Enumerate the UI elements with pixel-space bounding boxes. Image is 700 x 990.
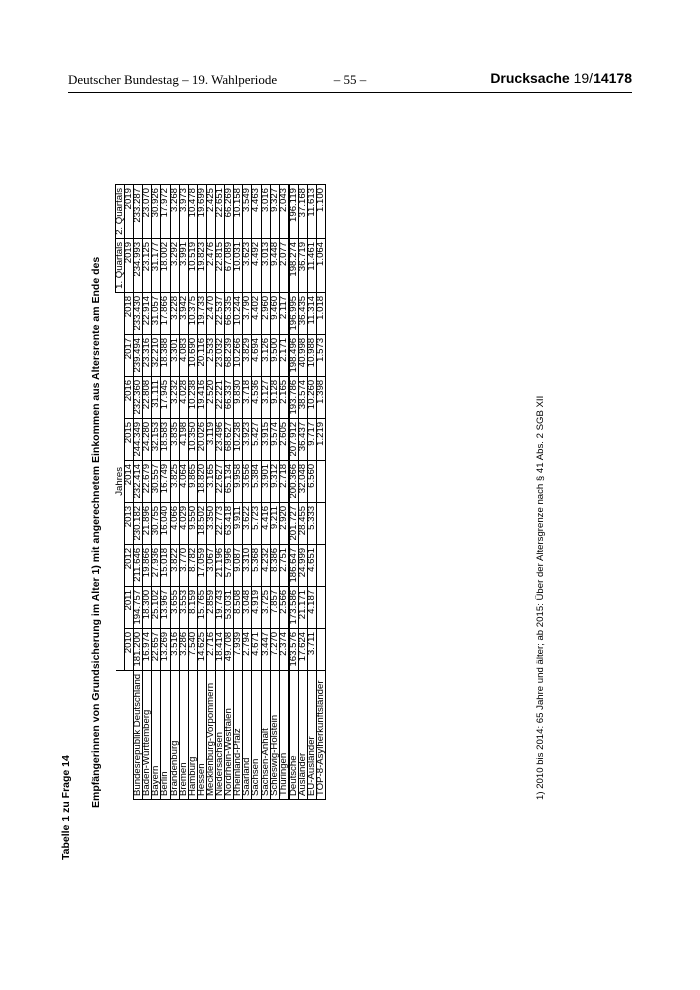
value-cell: 2.751: [279, 544, 289, 586]
year-header-cell: 2019: [125, 238, 134, 292]
value-cell: 19.743: [216, 586, 225, 628]
value-cell: 5.723: [252, 502, 261, 544]
table-caption: Tabelle 1 zu Frage 14: [60, 755, 72, 860]
value-cell: 30.926: [152, 184, 161, 238]
value-cell: 30.755: [152, 502, 161, 544]
value-cell: 8.159: [188, 586, 197, 628]
value-cell: 3.790: [243, 292, 252, 334]
value-cell: 9.550: [188, 502, 197, 544]
row-label: Nordrhein-Westfalen: [225, 670, 234, 799]
value-cell: 4.187: [307, 586, 316, 628]
value-cell: 9.211: [270, 502, 279, 544]
year-header-cell: 2019: [125, 184, 134, 238]
value-cell: 3.286: [179, 628, 188, 670]
value-cell: 10.260: [307, 376, 316, 418]
value-cell: 20.026: [197, 418, 206, 460]
value-cell: 31.111: [152, 376, 161, 418]
value-cell: 3.553: [179, 586, 188, 628]
value-cell: 22.657: [152, 628, 161, 670]
value-cell: 10.350: [188, 418, 197, 460]
value-cell: 3.901: [261, 460, 270, 502]
row-label: Thüringen: [279, 670, 289, 799]
value-cell: 2.171: [279, 334, 289, 376]
value-cell: 9.327: [270, 184, 279, 238]
value-cell: 27.936: [152, 544, 161, 586]
value-cell: 8.782: [188, 544, 197, 586]
year-header-cell: 2016: [125, 376, 134, 418]
value-cell: 17.945: [161, 376, 170, 418]
value-cell: 233.287: [134, 184, 143, 238]
value-cell: 2.117: [279, 292, 289, 334]
value-cell: 4.694: [252, 334, 261, 376]
value-cell: 3.048: [243, 586, 252, 628]
publisher-label: Deutscher Bundestag – 19. Wahlperiode: [68, 72, 278, 87]
row-label: Rheinland-Pfalz: [234, 670, 243, 799]
value-cell: 7.540: [188, 628, 197, 670]
value-cell: 2.043: [279, 184, 289, 238]
value-cell: 16.749: [161, 460, 170, 502]
value-cell: 9.830: [234, 376, 243, 418]
value-cell: 200.366: [289, 460, 299, 502]
value-cell: 14.625: [197, 628, 206, 670]
row-label: Sachsen: [252, 670, 261, 799]
value-cell: 3.656: [243, 460, 252, 502]
value-cell: 10.031: [234, 238, 243, 292]
value-cell: 2.920: [279, 502, 289, 544]
value-cell: 3.711: [307, 628, 316, 670]
value-cell: 4.232: [261, 544, 270, 586]
value-cell: 2.794: [243, 628, 252, 670]
value-cell: 10.238: [234, 418, 243, 460]
value-cell: 9.460: [270, 292, 279, 334]
row-label: Mecklenburg-Vorpommern: [206, 670, 215, 799]
value-cell: 4.083: [179, 334, 188, 376]
value-cell: 230.182: [134, 502, 143, 544]
value-cell: 21.196: [216, 544, 225, 586]
row-label: Bundesrepublik Deutschland: [134, 670, 143, 799]
value-cell: 66.269: [225, 184, 234, 238]
value-cell: 198.496: [289, 334, 299, 376]
value-cell: 63.418: [225, 502, 234, 544]
header-q2: 2. Quartals: [116, 184, 125, 238]
value-cell: 3.991: [179, 238, 188, 292]
value-cell: 19.699: [197, 184, 206, 238]
value-cell: 1.018: [317, 292, 326, 334]
value-cell: 2.476: [206, 238, 215, 292]
value-cell: 36.437: [298, 418, 307, 460]
row-label: EU-Ausländer: [307, 670, 316, 799]
value-cell: 3.127: [261, 376, 270, 418]
value-cell: 2.165: [279, 376, 289, 418]
value-cell: 9.448: [270, 238, 279, 292]
value-cell: 1.100: [317, 184, 326, 238]
table-row: [161, 184, 170, 799]
value-cell: 3.915: [261, 418, 270, 460]
value-cell: 3.228: [170, 292, 179, 334]
row-label: Ausländer: [298, 670, 307, 799]
value-cell: 10.519: [188, 238, 197, 292]
value-cell: 3.770: [179, 544, 188, 586]
row-label: Sachsen-Anhalt: [261, 670, 270, 799]
year-header-cell: 2015: [125, 418, 134, 460]
value-cell: 3.232: [170, 376, 179, 418]
value-cell: 19.866: [143, 544, 152, 586]
table-row: [170, 184, 179, 799]
header-q1: 1. Quartals: [116, 238, 125, 292]
value-cell: 4.402: [252, 292, 261, 334]
value-cell: 4.064: [179, 460, 188, 502]
value-cell: 19.823: [197, 238, 206, 292]
value-cell: 18.583: [161, 418, 170, 460]
value-cell: 3.013: [261, 238, 270, 292]
value-cell: 15.765: [197, 586, 206, 628]
value-cell: 4.651: [307, 544, 316, 586]
value-cell: 173.586: [289, 586, 299, 628]
table-row: [225, 184, 234, 799]
value-cell: 4.463: [252, 184, 261, 238]
value-cell: 2.718: [279, 460, 289, 502]
table-row: [298, 184, 307, 799]
value-cell: 232.414: [134, 460, 143, 502]
value-cell: 24.280: [143, 418, 152, 460]
value-cell: 4.536: [252, 376, 261, 418]
value-cell: 239.494: [134, 334, 143, 376]
value-cell: 67.089: [225, 238, 234, 292]
value-cell: 10.158: [234, 184, 243, 238]
value-cell: 2.533: [206, 334, 215, 376]
value-cell: 22.773: [216, 502, 225, 544]
value-cell: 3.119: [206, 418, 215, 460]
value-cell: 232.360: [134, 376, 143, 418]
value-cell: 2.374: [279, 628, 289, 670]
year-header-cell: 2010: [125, 628, 134, 670]
value-cell: 2.425: [206, 184, 215, 238]
year-header-cell: 2013: [125, 502, 134, 544]
value-cell: 2.077: [279, 238, 289, 292]
value-cell: 22.815: [216, 238, 225, 292]
value-cell: 201.727: [289, 502, 299, 544]
value-cell: 10.266: [234, 334, 243, 376]
row-label: Bremen: [179, 670, 188, 799]
value-cell: 3.310: [243, 544, 252, 586]
value-cell: 1.573: [317, 334, 326, 376]
value-cell: 3.973: [179, 184, 188, 238]
data-table: [115, 184, 326, 800]
value-cell: 3.622: [243, 502, 252, 544]
value-cell: 66.337: [225, 376, 234, 418]
value-cell: 5.427: [252, 418, 261, 460]
drucksache-number: 14178: [593, 70, 632, 86]
value-cell: 23.496: [216, 418, 225, 460]
value-cell: 19.416: [197, 376, 206, 418]
row-label: Saarland: [243, 670, 252, 799]
value-cell: 186.647: [289, 544, 299, 586]
value-cell: 2.470: [206, 292, 215, 334]
value-cell: 25.102: [152, 586, 161, 628]
value-cell: 2.520: [206, 376, 215, 418]
value-cell: 9.087: [234, 544, 243, 586]
value-cell: 3.301: [170, 334, 179, 376]
value-cell: 198.274: [289, 238, 299, 292]
value-cell: 3.829: [243, 334, 252, 376]
value-cell: [317, 460, 326, 502]
value-cell: 7.857: [270, 586, 279, 628]
value-cell: 3.016: [261, 184, 270, 238]
value-cell: 16.974: [143, 628, 152, 670]
value-cell: 17.624: [298, 628, 307, 670]
row-label: Bayern: [152, 670, 161, 799]
value-cell: 18.502: [197, 502, 206, 544]
value-cell: 18.300: [143, 586, 152, 628]
value-cell: 4.919: [252, 586, 261, 628]
value-cell: 194.757: [134, 586, 143, 628]
value-cell: 4.671: [252, 628, 261, 670]
value-cell: 37.168: [298, 184, 307, 238]
value-cell: 22.651: [216, 184, 225, 238]
value-cell: 1.398: [317, 376, 326, 418]
corner-cell: [116, 670, 125, 799]
row-label: Brandenburg: [170, 670, 179, 799]
value-cell: 3.292: [170, 238, 179, 292]
value-cell: 10.988: [307, 334, 316, 376]
value-cell: 193.786: [289, 376, 299, 418]
value-cell: 22.679: [143, 460, 152, 502]
row-label: Schleswig-Holstein: [270, 670, 279, 799]
value-cell: 3.067: [206, 544, 215, 586]
value-cell: 24.999: [298, 544, 307, 586]
value-cell: 196.995: [289, 292, 299, 334]
table-title: Empfängerinnen von Grundsicherung im Alter 1) mit angerechnetem Einkommen aus Altersrente am Ende des: [90, 256, 102, 808]
value-cell: 18.002: [161, 238, 170, 292]
value-cell: 2.859: [206, 586, 215, 628]
value-cell: 196.119: [289, 184, 299, 238]
value-cell: 38.574: [298, 376, 307, 418]
value-cell: 3.822: [170, 544, 179, 586]
value-cell: 3.825: [170, 460, 179, 502]
table-row: [261, 184, 270, 799]
value-cell: 9.717: [307, 418, 316, 460]
value-cell: 40.998: [298, 334, 307, 376]
value-cell: 9.865: [188, 460, 197, 502]
value-cell: 5.368: [252, 544, 261, 586]
value-cell: 3.165: [206, 460, 215, 502]
value-cell: 3.516: [170, 628, 179, 670]
value-cell: [317, 502, 326, 544]
value-cell: 5.384: [252, 460, 261, 502]
value-cell: 65.134: [225, 460, 234, 502]
value-cell: 2.605: [279, 418, 289, 460]
value-cell: 20.116: [197, 334, 206, 376]
value-cell: 9.128: [270, 376, 279, 418]
value-cell: 15.018: [161, 544, 170, 586]
value-cell: 3.942: [179, 292, 188, 334]
value-cell: 211.646: [134, 544, 143, 586]
value-cell: 68.627: [225, 418, 234, 460]
value-cell: 32.153: [152, 418, 161, 460]
table-row: [179, 184, 188, 799]
value-cell: 4.492: [252, 238, 261, 292]
value-cell: 18.820: [197, 460, 206, 502]
value-cell: 3.350: [206, 502, 215, 544]
value-cell: 3.447: [261, 628, 270, 670]
table-row: [270, 184, 279, 799]
row-label: Deutsche: [289, 670, 299, 799]
value-cell: 22.627: [216, 460, 225, 502]
value-cell: 17.972: [161, 184, 170, 238]
row-label: Hessen: [197, 670, 206, 799]
value-cell: 3.835: [170, 418, 179, 460]
value-cell: 163.576: [289, 628, 299, 670]
table-row: [234, 184, 243, 799]
value-cell: 4.066: [170, 502, 179, 544]
value-cell: 233.430: [134, 292, 143, 334]
value-cell: 23.032: [216, 334, 225, 376]
table-body: [134, 184, 326, 799]
value-cell: 4.029: [179, 502, 188, 544]
year-header-cell: 2018: [125, 292, 134, 334]
value-cell: 7.939: [234, 628, 243, 670]
value-cell: 3.126: [261, 334, 270, 376]
value-cell: 68.239: [225, 334, 234, 376]
year-header-cell: 2012: [125, 544, 134, 586]
page-header: [68, 70, 632, 92]
value-cell: [317, 544, 326, 586]
value-cell: 31.177: [152, 238, 161, 292]
year-header-cell: 2011: [125, 586, 134, 628]
value-cell: 18.414: [216, 628, 225, 670]
value-cell: 1.219: [317, 418, 326, 460]
value-cell: 11.461: [307, 238, 316, 292]
value-cell: 3.268: [170, 184, 179, 238]
value-cell: 13.967: [161, 586, 170, 628]
value-cell: 1.064: [317, 238, 326, 292]
value-cell: 10.478: [188, 184, 197, 238]
year-header-cell: 2017: [125, 334, 134, 376]
value-cell: 3.718: [243, 376, 252, 418]
drucksache-prefix: 19/: [573, 70, 594, 86]
value-cell: 23.125: [143, 238, 152, 292]
value-cell: 22.914: [143, 292, 152, 334]
value-cell: 18.388: [161, 334, 170, 376]
table-row: [243, 184, 252, 799]
value-cell: 8.508: [234, 586, 243, 628]
value-cell: 11.314: [307, 292, 316, 334]
value-cell: 234.993: [134, 238, 143, 292]
value-cell: 10.244: [234, 292, 243, 334]
page-number: – 55 –: [333, 72, 367, 87]
value-cell: 16.040: [161, 502, 170, 544]
value-cell: 28.455: [298, 502, 307, 544]
value-cell: 13.269: [161, 628, 170, 670]
footnote: 1) 2010 bis 2014: 65 Jahre und älter; ab 2015: Über der Altersgrenze nach § 41 Abs. 2 SGB XII: [535, 395, 546, 800]
value-cell: 2.566: [279, 586, 289, 628]
value-cell: 207.912: [289, 418, 299, 460]
table-row: [252, 184, 261, 799]
value-cell: 21.896: [143, 502, 152, 544]
value-cell: 8.386: [270, 544, 279, 586]
value-cell: 2.716: [206, 628, 215, 670]
value-cell: 17.866: [161, 292, 170, 334]
value-cell: 57.996: [225, 544, 234, 586]
value-cell: 6.560: [307, 460, 316, 502]
row-label: Baden-Württemberg: [143, 670, 152, 799]
value-cell: 23.070: [143, 184, 152, 238]
row-label: Berlin: [161, 670, 170, 799]
header-rule: [68, 92, 632, 93]
value-cell: 32.048: [298, 460, 307, 502]
value-cell: 9.312: [270, 460, 279, 502]
value-cell: 30.557: [152, 460, 161, 502]
value-cell: 9.911: [234, 502, 243, 544]
row-label: Hamburg: [188, 670, 197, 799]
value-cell: 22.537: [216, 292, 225, 334]
value-cell: 36.435: [298, 292, 307, 334]
value-cell: 7.270: [270, 628, 279, 670]
value-cell: 5.333: [307, 502, 316, 544]
value-cell: 22.221: [216, 376, 225, 418]
value-cell: 244.349: [134, 418, 143, 460]
value-cell: 10.375: [188, 292, 197, 334]
year-header-cell: 2014: [125, 460, 134, 502]
value-cell: 10.690: [188, 334, 197, 376]
value-cell: 36.719: [298, 238, 307, 292]
value-cell: 11.613: [307, 184, 316, 238]
drucksache-label: Drucksache: [490, 70, 570, 86]
value-cell: 53.031: [225, 586, 234, 628]
value-cell: 19.733: [197, 292, 206, 334]
value-cell: 17.059: [197, 544, 206, 586]
value-cell: 3.655: [170, 586, 179, 628]
value-cell: 3.623: [243, 238, 252, 292]
drucksache-id: [490, 70, 632, 86]
value-cell: 4.416: [261, 502, 270, 544]
value-cell: 31.057: [152, 292, 161, 334]
table-row: [317, 184, 326, 799]
value-cell: 2.960: [261, 292, 270, 334]
header-jahres: Jahres: [116, 292, 125, 670]
value-cell: 181.200: [134, 628, 143, 670]
row-label: TOP-8-Asylherkunftsländer: [317, 670, 326, 799]
value-cell: 21.171: [298, 586, 307, 628]
value-cell: 4.198: [179, 418, 188, 460]
value-cell: 4.028: [179, 376, 188, 418]
value-cell: [317, 628, 326, 670]
value-cell: 32.210: [152, 334, 161, 376]
value-cell: [317, 586, 326, 628]
value-cell: 10.238: [188, 376, 197, 418]
value-cell: 23.316: [143, 334, 152, 376]
value-cell: 66.335: [225, 292, 234, 334]
value-cell: 3.923: [243, 418, 252, 460]
value-cell: 9.500: [270, 334, 279, 376]
value-cell: 3.725: [261, 586, 270, 628]
value-cell: 49.708: [225, 628, 234, 670]
value-cell: 9.574: [270, 418, 279, 460]
rotated-table-block: [60, 100, 640, 860]
value-cell: 3.549: [243, 184, 252, 238]
value-cell: 22.808: [143, 376, 152, 418]
row-label: Niedersachsen: [216, 670, 225, 799]
value-cell: 9.958: [234, 460, 243, 502]
